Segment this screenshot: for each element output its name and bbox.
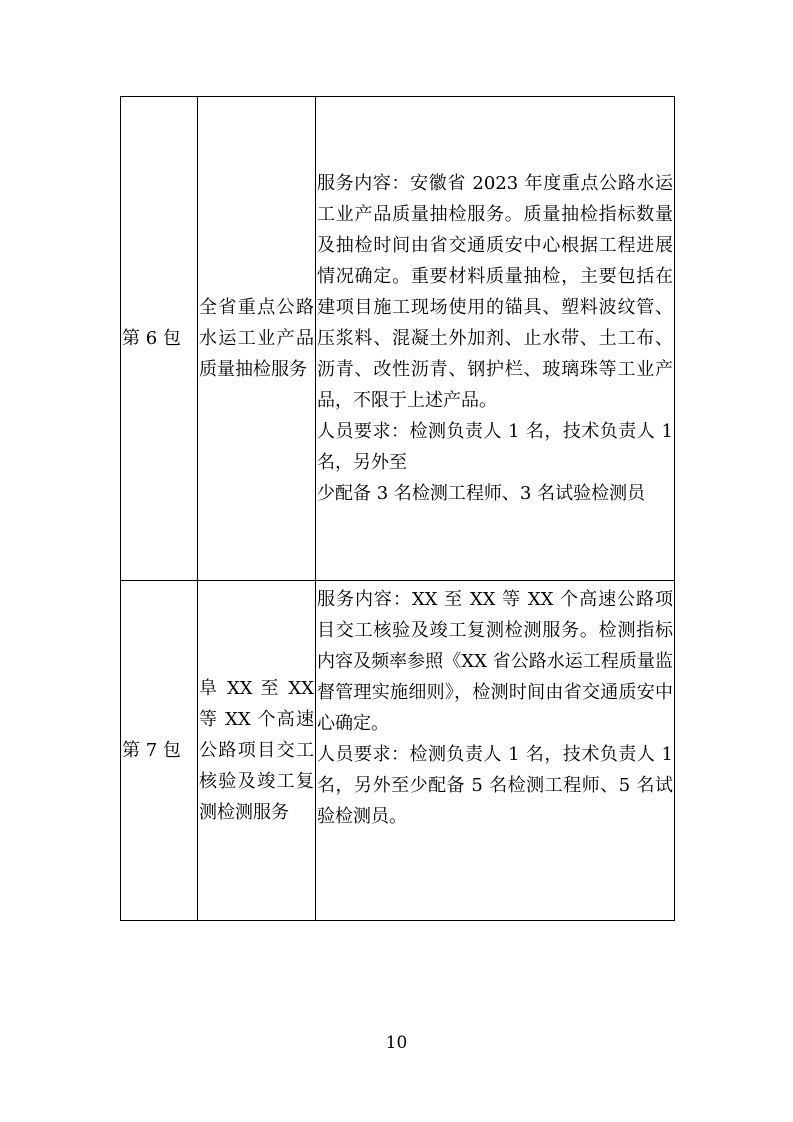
package-name-cell: 阜 XX 至 XX 等 XX 个高速公路项目交工核验及竣工复测检测服务 — [198, 581, 316, 921]
package-name-cell: 全省重点公路水运工业产品质量抽检服务 — [198, 97, 316, 581]
package-description-cell — [316, 581, 675, 921]
package-cell: 第 7 包 — [121, 581, 198, 921]
staff-requirement-text: 人员要求：检测负责人 1 名，技术负责人 1 名，另外至少配备 5 名检测工程师、5 名试验检测员。 — [317, 744, 673, 827]
staff-requirement-text: 人员要求：检测负责人 1 名，技术负责人 1 名，另外至 — [317, 421, 673, 473]
page-number: 10 — [385, 1033, 408, 1053]
service-package-table — [120, 96, 675, 921]
table-row — [121, 97, 675, 581]
package-cell: 第 6 包 — [121, 97, 198, 581]
package-description-cell — [316, 97, 675, 581]
table-row — [121, 581, 675, 921]
service-content-text: 服务内容：安徽省 2023 年度重点公路水运工业产品质量抽检服务。质量抽检指标数量及抽检时间由省交通质安中心根据工程进展情况确定。重要材料质量抽检，主要包括在建项目施工现场使用的锚具、塑料波纹管、压浆料、混凝土外加剂、止水带、土工布、沥青、改性沥青、钢护栏、玻璃珠等工业产品，不限于上述产品。 — [317, 173, 673, 411]
staff-requirement-text-continued: 少配备 3 名检测工程师、3 名试验检测员 — [317, 483, 646, 504]
service-content-text: 服务内容：XX 至 XX 等 XX 个高速公路项目交工核验及竣工复测检测服务。检测指标内容及频率参照《XX 省公路水运工程质量监督管理实施细则》，检测时间由省交通质安中心确定。 — [317, 589, 673, 734]
